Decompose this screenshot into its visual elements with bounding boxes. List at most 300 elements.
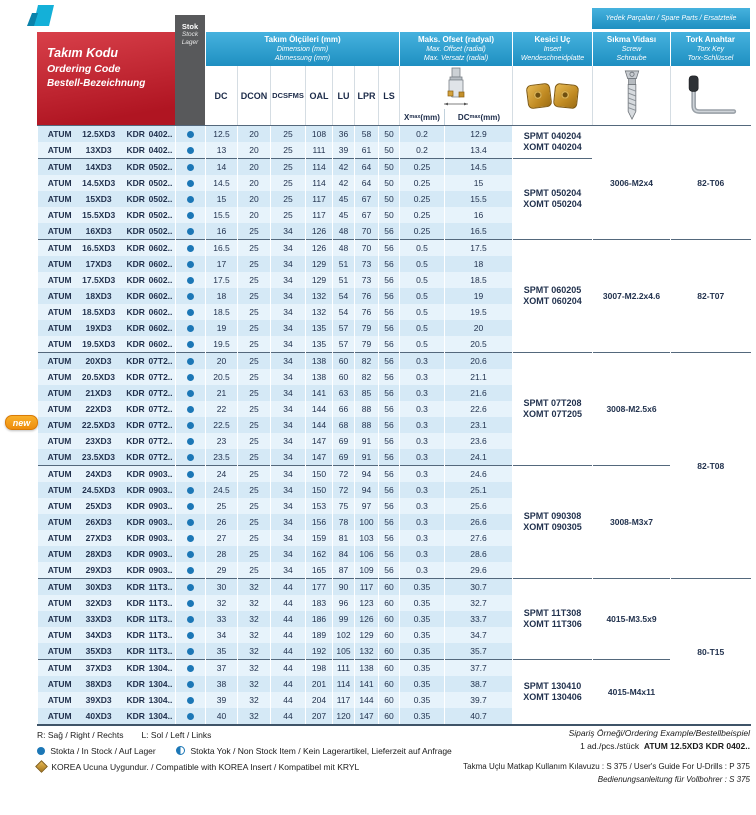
cell-dc: 17 xyxy=(206,256,238,272)
non-stock-dot-icon xyxy=(176,746,185,755)
cell-xmax: 0.3 xyxy=(400,417,445,433)
cell-dcon: 32 xyxy=(238,643,271,660)
cell-dcsfms: 34 xyxy=(271,530,306,546)
cell-lpr: 88 xyxy=(355,401,379,417)
cell-xmax: 0.3 xyxy=(400,401,445,417)
stock-cell xyxy=(176,676,206,692)
torx-header: Tork Anahtar Torx Key Torx-Schlüssel xyxy=(670,32,750,66)
cell-oal: 189 xyxy=(306,627,333,643)
cell-dcon: 32 xyxy=(238,676,271,692)
in-stock-dot xyxy=(187,681,194,688)
cell-oal: 198 xyxy=(306,660,333,677)
tool-code-cell: ATUM 13XD3 KDR 0402.. xyxy=(38,142,176,159)
screw-cell: 3007-M2.2x4.6 xyxy=(593,240,671,353)
in-stock-dot xyxy=(187,454,194,461)
cell-ls: 56 xyxy=(379,546,400,562)
ordering-code-de: Bestell-Bezeichnung xyxy=(47,78,146,89)
cell-ls: 56 xyxy=(379,223,400,240)
cell-dc: 26 xyxy=(206,514,238,530)
cell-xmax: 0.3 xyxy=(400,530,445,546)
cell-lpr: 100 xyxy=(355,514,379,530)
cell-dcmax: 21.6 xyxy=(445,385,513,401)
in-stock-dot xyxy=(187,325,194,332)
insert-cell: SPMT 090308 XOMT 090305 xyxy=(513,466,593,579)
cell-lpr: 129 xyxy=(355,627,379,643)
cell-lpr: 79 xyxy=(355,336,379,353)
stock-cell xyxy=(176,207,206,223)
cell-ls: 56 xyxy=(379,449,400,466)
tool-code-cell: ATUM 15XD3 KDR 0502.. xyxy=(38,191,176,207)
tool-code-cell: ATUM 16XD3 KDR 0502.. xyxy=(38,223,176,240)
footer-ordering-example xyxy=(463,727,750,786)
cell-lu: 69 xyxy=(333,449,355,466)
cell-oal: 204 xyxy=(306,692,333,708)
screw-cell: 4015-M3.5x9 xyxy=(593,579,671,660)
insert-cell: SPMT 040204 XOMT 040204 xyxy=(513,126,593,159)
cell-xmax: 0.35 xyxy=(400,595,445,611)
cell-lpr: 76 xyxy=(355,304,379,320)
cell-dc: 30 xyxy=(206,579,238,596)
cell-xmax: 0.3 xyxy=(400,482,445,498)
cell-ls: 60 xyxy=(379,643,400,660)
table-header xyxy=(37,8,750,125)
cell-lu: 45 xyxy=(333,191,355,207)
dimensions-header: Takım Ölçüleri (mm) Dimension (mm) Abmessung (mm) xyxy=(205,32,399,66)
table-row xyxy=(38,353,751,370)
cell-dcsfms: 34 xyxy=(271,256,306,272)
cell-dcon: 25 xyxy=(238,240,271,257)
cell-dcmax: 33.7 xyxy=(445,611,513,627)
cell-dcmax: 29.6 xyxy=(445,562,513,579)
cell-lu: 111 xyxy=(333,660,355,677)
torx-cell: 80-T15 xyxy=(671,579,751,726)
cell-xmax: 0.3 xyxy=(400,514,445,530)
cell-ls: 56 xyxy=(379,320,400,336)
in-stock-dot-icon xyxy=(37,747,45,755)
in-stock-dot xyxy=(187,471,194,478)
cell-dcmax: 16.5 xyxy=(445,223,513,240)
stock-cell xyxy=(176,256,206,272)
cell-dcmax: 38.7 xyxy=(445,676,513,692)
in-stock-dot xyxy=(187,309,194,316)
cell-lpr: 144 xyxy=(355,692,379,708)
cell-lu: 102 xyxy=(333,627,355,643)
cell-oal: 153 xyxy=(306,498,333,514)
cell-oal: 207 xyxy=(306,708,333,725)
cell-ls: 56 xyxy=(379,466,400,483)
tool-code-cell: ATUM 40XD3 KDR 1304.. xyxy=(38,708,176,725)
cell-xmax: 0.5 xyxy=(400,304,445,320)
cell-xmax: 0.5 xyxy=(400,288,445,304)
cell-ls: 56 xyxy=(379,304,400,320)
stock-cell xyxy=(176,126,206,143)
cell-lpr: 70 xyxy=(355,240,379,257)
spare-parts-label: Yedek Parçaları / Spare Parts / Ersatzteile xyxy=(605,15,737,22)
cell-dc: 18 xyxy=(206,288,238,304)
in-stock-dot xyxy=(187,293,194,300)
stock-cell xyxy=(176,223,206,240)
cell-dcon: 25 xyxy=(238,272,271,288)
tool-code-cell: ATUM 33XD3 KDR 11T3.. xyxy=(38,611,176,627)
cell-dc: 38 xyxy=(206,676,238,692)
tool-code-cell: ATUM 20XD3 KDR 07T2.. xyxy=(38,353,176,370)
cell-lpr: 85 xyxy=(355,385,379,401)
cell-lpr: 141 xyxy=(355,676,379,692)
cell-xmax: 0.3 xyxy=(400,369,445,385)
cell-lu: 39 xyxy=(333,142,355,159)
cell-dcmax: 19 xyxy=(445,288,513,304)
cell-lu: 78 xyxy=(333,514,355,530)
table-row xyxy=(38,579,751,596)
cell-oal: 135 xyxy=(306,336,333,353)
cell-oal: 117 xyxy=(306,191,333,207)
stock-cell xyxy=(176,611,206,627)
cell-lpr: 76 xyxy=(355,288,379,304)
cell-oal: 147 xyxy=(306,449,333,466)
cell-oal: 186 xyxy=(306,611,333,627)
tool-code-cell: ATUM 21XD3 KDR 07T2.. xyxy=(38,385,176,401)
cell-dcon: 25 xyxy=(238,336,271,353)
col-label-xmax: X max (mm) xyxy=(400,109,445,125)
in-stock-dot xyxy=(187,438,194,445)
tool-code-cell: ATUM 23XD3 KDR 07T2.. xyxy=(38,433,176,449)
stock-cell xyxy=(176,595,206,611)
cell-dcmax: 35.7 xyxy=(445,643,513,660)
korea-insert-icon xyxy=(35,760,48,773)
cell-lu: 117 xyxy=(333,692,355,708)
insert-cell: SPMT 07T208 XOMT 07T205 xyxy=(513,353,593,466)
cell-lpr: 73 xyxy=(355,256,379,272)
cell-lu: 42 xyxy=(333,175,355,191)
cell-dcsfms: 34 xyxy=(271,546,306,562)
cell-lu: 60 xyxy=(333,369,355,385)
tool-code-cell: ATUM 17.5XD3 KDR 0602.. xyxy=(38,272,176,288)
cell-ls: 56 xyxy=(379,514,400,530)
cell-dc: 14.5 xyxy=(206,175,238,191)
cell-dcsfms: 44 xyxy=(271,627,306,643)
cell-lpr: 103 xyxy=(355,530,379,546)
cell-xmax: 0.3 xyxy=(400,546,445,562)
stock-cell xyxy=(176,175,206,191)
stock-legend: Stokta / In Stock / Auf Lager Stokta Yok / Non Stock Item / Kein Lagerartikel, Lieferzeit auf Anfrage xyxy=(37,743,452,759)
cell-xmax: 0.35 xyxy=(400,643,445,660)
in-stock-dot xyxy=(187,406,194,413)
cell-dcmax: 40.7 xyxy=(445,708,513,725)
cell-oal: 150 xyxy=(306,482,333,498)
cell-dcon: 32 xyxy=(238,692,271,708)
cell-ls: 56 xyxy=(379,353,400,370)
stock-cell xyxy=(176,240,206,257)
tool-code-cell: ATUM 27XD3 KDR 0903.. xyxy=(38,530,176,546)
ordering-code-en: Ordering Code xyxy=(47,63,121,75)
cell-oal: 111 xyxy=(306,142,333,159)
tool-code-cell: ATUM 16.5XD3 KDR 0602.. xyxy=(38,240,176,257)
cell-lpr: 64 xyxy=(355,159,379,176)
cell-dc: 23 xyxy=(206,433,238,449)
cell-dcon: 25 xyxy=(238,562,271,579)
cell-xmax: 0.5 xyxy=(400,272,445,288)
cell-dc: 29 xyxy=(206,562,238,579)
tool-code-cell: ATUM 35XD3 KDR 11T3.. xyxy=(38,643,176,660)
stock-cell xyxy=(176,498,206,514)
screw-icon xyxy=(619,69,645,123)
insert-cell: SPMT 130410 XOMT 130406 xyxy=(513,660,593,726)
cell-lu: 114 xyxy=(333,676,355,692)
cell-dc: 34 xyxy=(206,627,238,643)
tool-code-cell: ATUM 37XD3 KDR 1304.. xyxy=(38,660,176,677)
cell-lu: 57 xyxy=(333,336,355,353)
in-stock-dot xyxy=(187,584,194,591)
product-table-body xyxy=(38,126,751,726)
stock-cell xyxy=(176,353,206,370)
tool-code-cell: ATUM 18.5XD3 KDR 0602.. xyxy=(38,304,176,320)
cell-dcmax: 27.6 xyxy=(445,530,513,546)
cell-xmax: 0.3 xyxy=(400,353,445,370)
cell-dcon: 20 xyxy=(238,191,271,207)
torx-cell: 82-T06 xyxy=(671,126,751,240)
cell-dcmax: 13.4 xyxy=(445,142,513,159)
cell-oal: 126 xyxy=(306,223,333,240)
col-label-dcmax: DC max (mm) xyxy=(457,112,501,122)
cell-lpr: 123 xyxy=(355,595,379,611)
cell-dc: 35 xyxy=(206,643,238,660)
cell-oal: 135 xyxy=(306,320,333,336)
cell-dcsfms: 34 xyxy=(271,449,306,466)
col-label-dcon: DCON xyxy=(237,66,270,125)
cell-dc: 37 xyxy=(206,660,238,677)
cell-dc: 28 xyxy=(206,546,238,562)
stock-cell xyxy=(176,159,206,176)
footer-notes xyxy=(37,727,452,775)
stock-cell xyxy=(176,401,206,417)
in-stock-dot xyxy=(187,180,194,187)
cell-dcon: 25 xyxy=(238,466,271,483)
cell-dcsfms: 44 xyxy=(271,692,306,708)
tool-code-cell: ATUM 22XD3 KDR 07T2.. xyxy=(38,401,176,417)
cell-dcon: 32 xyxy=(238,708,271,725)
cell-dc: 21 xyxy=(206,385,238,401)
stock-cell xyxy=(176,336,206,353)
cell-lu: 84 xyxy=(333,546,355,562)
in-stock-dot xyxy=(187,374,194,381)
cell-dcmax: 28.6 xyxy=(445,546,513,562)
stock-cell xyxy=(176,417,206,433)
cell-dc: 19.5 xyxy=(206,336,238,353)
cell-dc: 12.5 xyxy=(206,126,238,143)
cell-dcmax: 15 xyxy=(445,175,513,191)
in-stock-dot xyxy=(187,665,194,672)
cell-dcmax: 17.5 xyxy=(445,240,513,257)
insert-photo-zone xyxy=(512,66,592,125)
cell-oal: 138 xyxy=(306,353,333,370)
insert-photo-icon xyxy=(553,82,579,108)
cell-lu: 45 xyxy=(333,207,355,223)
cell-dcsfms: 34 xyxy=(271,385,306,401)
cell-oal: 165 xyxy=(306,562,333,579)
col-label-lu: LU xyxy=(332,66,354,125)
cell-dcmax: 30.7 xyxy=(445,579,513,596)
cell-lu: 42 xyxy=(333,159,355,176)
cell-lu: 105 xyxy=(333,643,355,660)
cell-dcsfms: 44 xyxy=(271,708,306,725)
cell-xmax: 0.35 xyxy=(400,708,445,725)
in-stock-dot xyxy=(187,503,194,510)
in-stock-dot xyxy=(187,648,194,655)
cell-ls: 60 xyxy=(379,676,400,692)
cell-lu: 120 xyxy=(333,708,355,725)
tool-code-cell: ATUM 19.5XD3 KDR 0602.. xyxy=(38,336,176,353)
cell-dc: 15.5 xyxy=(206,207,238,223)
right-left-note: R: Sağ / Right / Rechts L: Sol / Left / Links xyxy=(37,730,212,740)
cell-dcmax: 24.1 xyxy=(445,449,513,466)
tool-code-cell: ATUM 23.5XD3 KDR 07T2.. xyxy=(38,449,176,466)
cell-dcsfms: 34 xyxy=(271,514,306,530)
cell-dcsfms: 34 xyxy=(271,272,306,288)
cell-dcsfms: 44 xyxy=(271,643,306,660)
cell-ls: 60 xyxy=(379,611,400,627)
cell-dcon: 32 xyxy=(238,611,271,627)
cell-oal: 132 xyxy=(306,288,333,304)
cell-dcsfms: 25 xyxy=(271,191,306,207)
cell-dcmax: 23.6 xyxy=(445,433,513,449)
cell-dcmax: 21.1 xyxy=(445,369,513,385)
cell-ls: 50 xyxy=(379,175,400,191)
cell-ls: 56 xyxy=(379,401,400,417)
cell-lu: 69 xyxy=(333,433,355,449)
cell-dcsfms: 34 xyxy=(271,417,306,433)
stock-cell xyxy=(176,191,206,207)
cell-dcon: 20 xyxy=(238,175,271,191)
cell-ls: 56 xyxy=(379,482,400,498)
stock-cell xyxy=(176,514,206,530)
cell-dcsfms: 34 xyxy=(271,304,306,320)
cell-dcsfms: 44 xyxy=(271,676,306,692)
cell-dcon: 20 xyxy=(238,126,271,143)
cell-dcmax: 18.5 xyxy=(445,272,513,288)
cell-ls: 56 xyxy=(379,288,400,304)
cell-lu: 54 xyxy=(333,304,355,320)
cell-dcmax: 39.7 xyxy=(445,692,513,708)
cell-dcsfms: 34 xyxy=(271,433,306,449)
stock-header: Stok Stock Lager xyxy=(175,15,205,125)
cell-dcmax: 20.6 xyxy=(445,353,513,370)
cell-lu: 99 xyxy=(333,611,355,627)
cell-dcon: 25 xyxy=(238,288,271,304)
cell-lpr: 94 xyxy=(355,482,379,498)
insert-header: Kesici Uç Insert Wendeschneidplatte xyxy=(512,32,592,66)
in-stock-dot xyxy=(187,147,194,154)
cell-lpr: 58 xyxy=(355,126,379,143)
cell-oal: 129 xyxy=(306,256,333,272)
cell-lpr: 91 xyxy=(355,449,379,466)
cell-lpr: 138 xyxy=(355,660,379,677)
cell-dcsfms: 34 xyxy=(271,482,306,498)
cell-xmax: 0.3 xyxy=(400,562,445,579)
cell-xmax: 0.5 xyxy=(400,256,445,272)
cell-oal: 144 xyxy=(306,417,333,433)
cell-lu: 48 xyxy=(333,240,355,257)
tool-code-cell: ATUM 26XD3 KDR 0903.. xyxy=(38,514,176,530)
cell-oal: 177 xyxy=(306,579,333,596)
cell-lpr: 67 xyxy=(355,207,379,223)
torx-key-photo-zone xyxy=(670,66,750,125)
table-row xyxy=(38,466,751,483)
cell-dcmax: 24.6 xyxy=(445,466,513,483)
in-stock-dot xyxy=(187,551,194,558)
cell-lu: 75 xyxy=(333,498,355,514)
cell-ls: 60 xyxy=(379,692,400,708)
cell-xmax: 0.5 xyxy=(400,336,445,353)
col-label-ls: LS xyxy=(378,66,399,125)
cell-xmax: 0.3 xyxy=(400,433,445,449)
cell-ls: 50 xyxy=(379,126,400,143)
cell-dc: 24.5 xyxy=(206,482,238,498)
cell-dcon: 25 xyxy=(238,256,271,272)
cell-lu: 63 xyxy=(333,385,355,401)
cell-dcsfms: 34 xyxy=(271,401,306,417)
insert-cell: SPMT 050204 XOMT 050204 xyxy=(513,159,593,240)
cell-ls: 56 xyxy=(379,369,400,385)
stock-cell xyxy=(176,643,206,660)
cell-lu: 54 xyxy=(333,288,355,304)
cell-oal: 159 xyxy=(306,530,333,546)
cell-xmax: 0.35 xyxy=(400,611,445,627)
cell-dcon: 25 xyxy=(238,498,271,514)
cell-dcmax: 18 xyxy=(445,256,513,272)
cell-dcon: 32 xyxy=(238,660,271,677)
cell-dcmax: 16 xyxy=(445,207,513,223)
cell-lpr: 117 xyxy=(355,579,379,596)
in-stock-dot xyxy=(187,632,194,639)
cell-dc: 13 xyxy=(206,142,238,159)
cell-dcsfms: 34 xyxy=(271,336,306,353)
cell-xmax: 0.25 xyxy=(400,191,445,207)
cell-lpr: 70 xyxy=(355,223,379,240)
cell-xmax: 0.25 xyxy=(400,175,445,191)
cell-oal: 183 xyxy=(306,595,333,611)
in-stock-dot xyxy=(187,212,194,219)
ordering-code-tr: Takım Kodu xyxy=(47,46,119,60)
stock-cell xyxy=(176,449,206,466)
cell-dcon: 25 xyxy=(238,449,271,466)
new-badge: new xyxy=(5,415,38,430)
cell-dc: 40 xyxy=(206,708,238,725)
stock-cell xyxy=(176,692,206,708)
cell-ls: 50 xyxy=(379,159,400,176)
product-table xyxy=(37,125,751,726)
col-label-lpr: LPR xyxy=(354,66,378,125)
cell-dcmax: 15.5 xyxy=(445,191,513,207)
cell-lpr: 97 xyxy=(355,498,379,514)
screw-cell: 3008-M3x7 xyxy=(593,466,671,579)
cell-dcsfms: 34 xyxy=(271,562,306,579)
tool-code-cell: ATUM 28XD3 KDR 0903.. xyxy=(38,546,176,562)
cell-lu: 87 xyxy=(333,562,355,579)
cell-ls: 60 xyxy=(379,579,400,596)
dimension-column-labels xyxy=(205,66,399,125)
screw-header: Sıkma Vidası Screw Schraube xyxy=(592,32,670,66)
cell-dcmax: 34.7 xyxy=(445,627,513,643)
tool-code-cell: ATUM 20.5XD3 KDR 07T2.. xyxy=(38,369,176,385)
col-label-dcsfms: DCSFMS xyxy=(270,66,305,125)
col-label-dc: DC xyxy=(214,90,228,101)
cell-xmax: 0.35 xyxy=(400,660,445,677)
tool-code-cell: ATUM 14.5XD3 KDR 0502.. xyxy=(38,175,176,191)
in-stock-dot xyxy=(187,535,194,542)
stock-cell xyxy=(176,562,206,579)
stock-cell xyxy=(176,142,206,159)
cell-dcmax: 25.6 xyxy=(445,498,513,514)
